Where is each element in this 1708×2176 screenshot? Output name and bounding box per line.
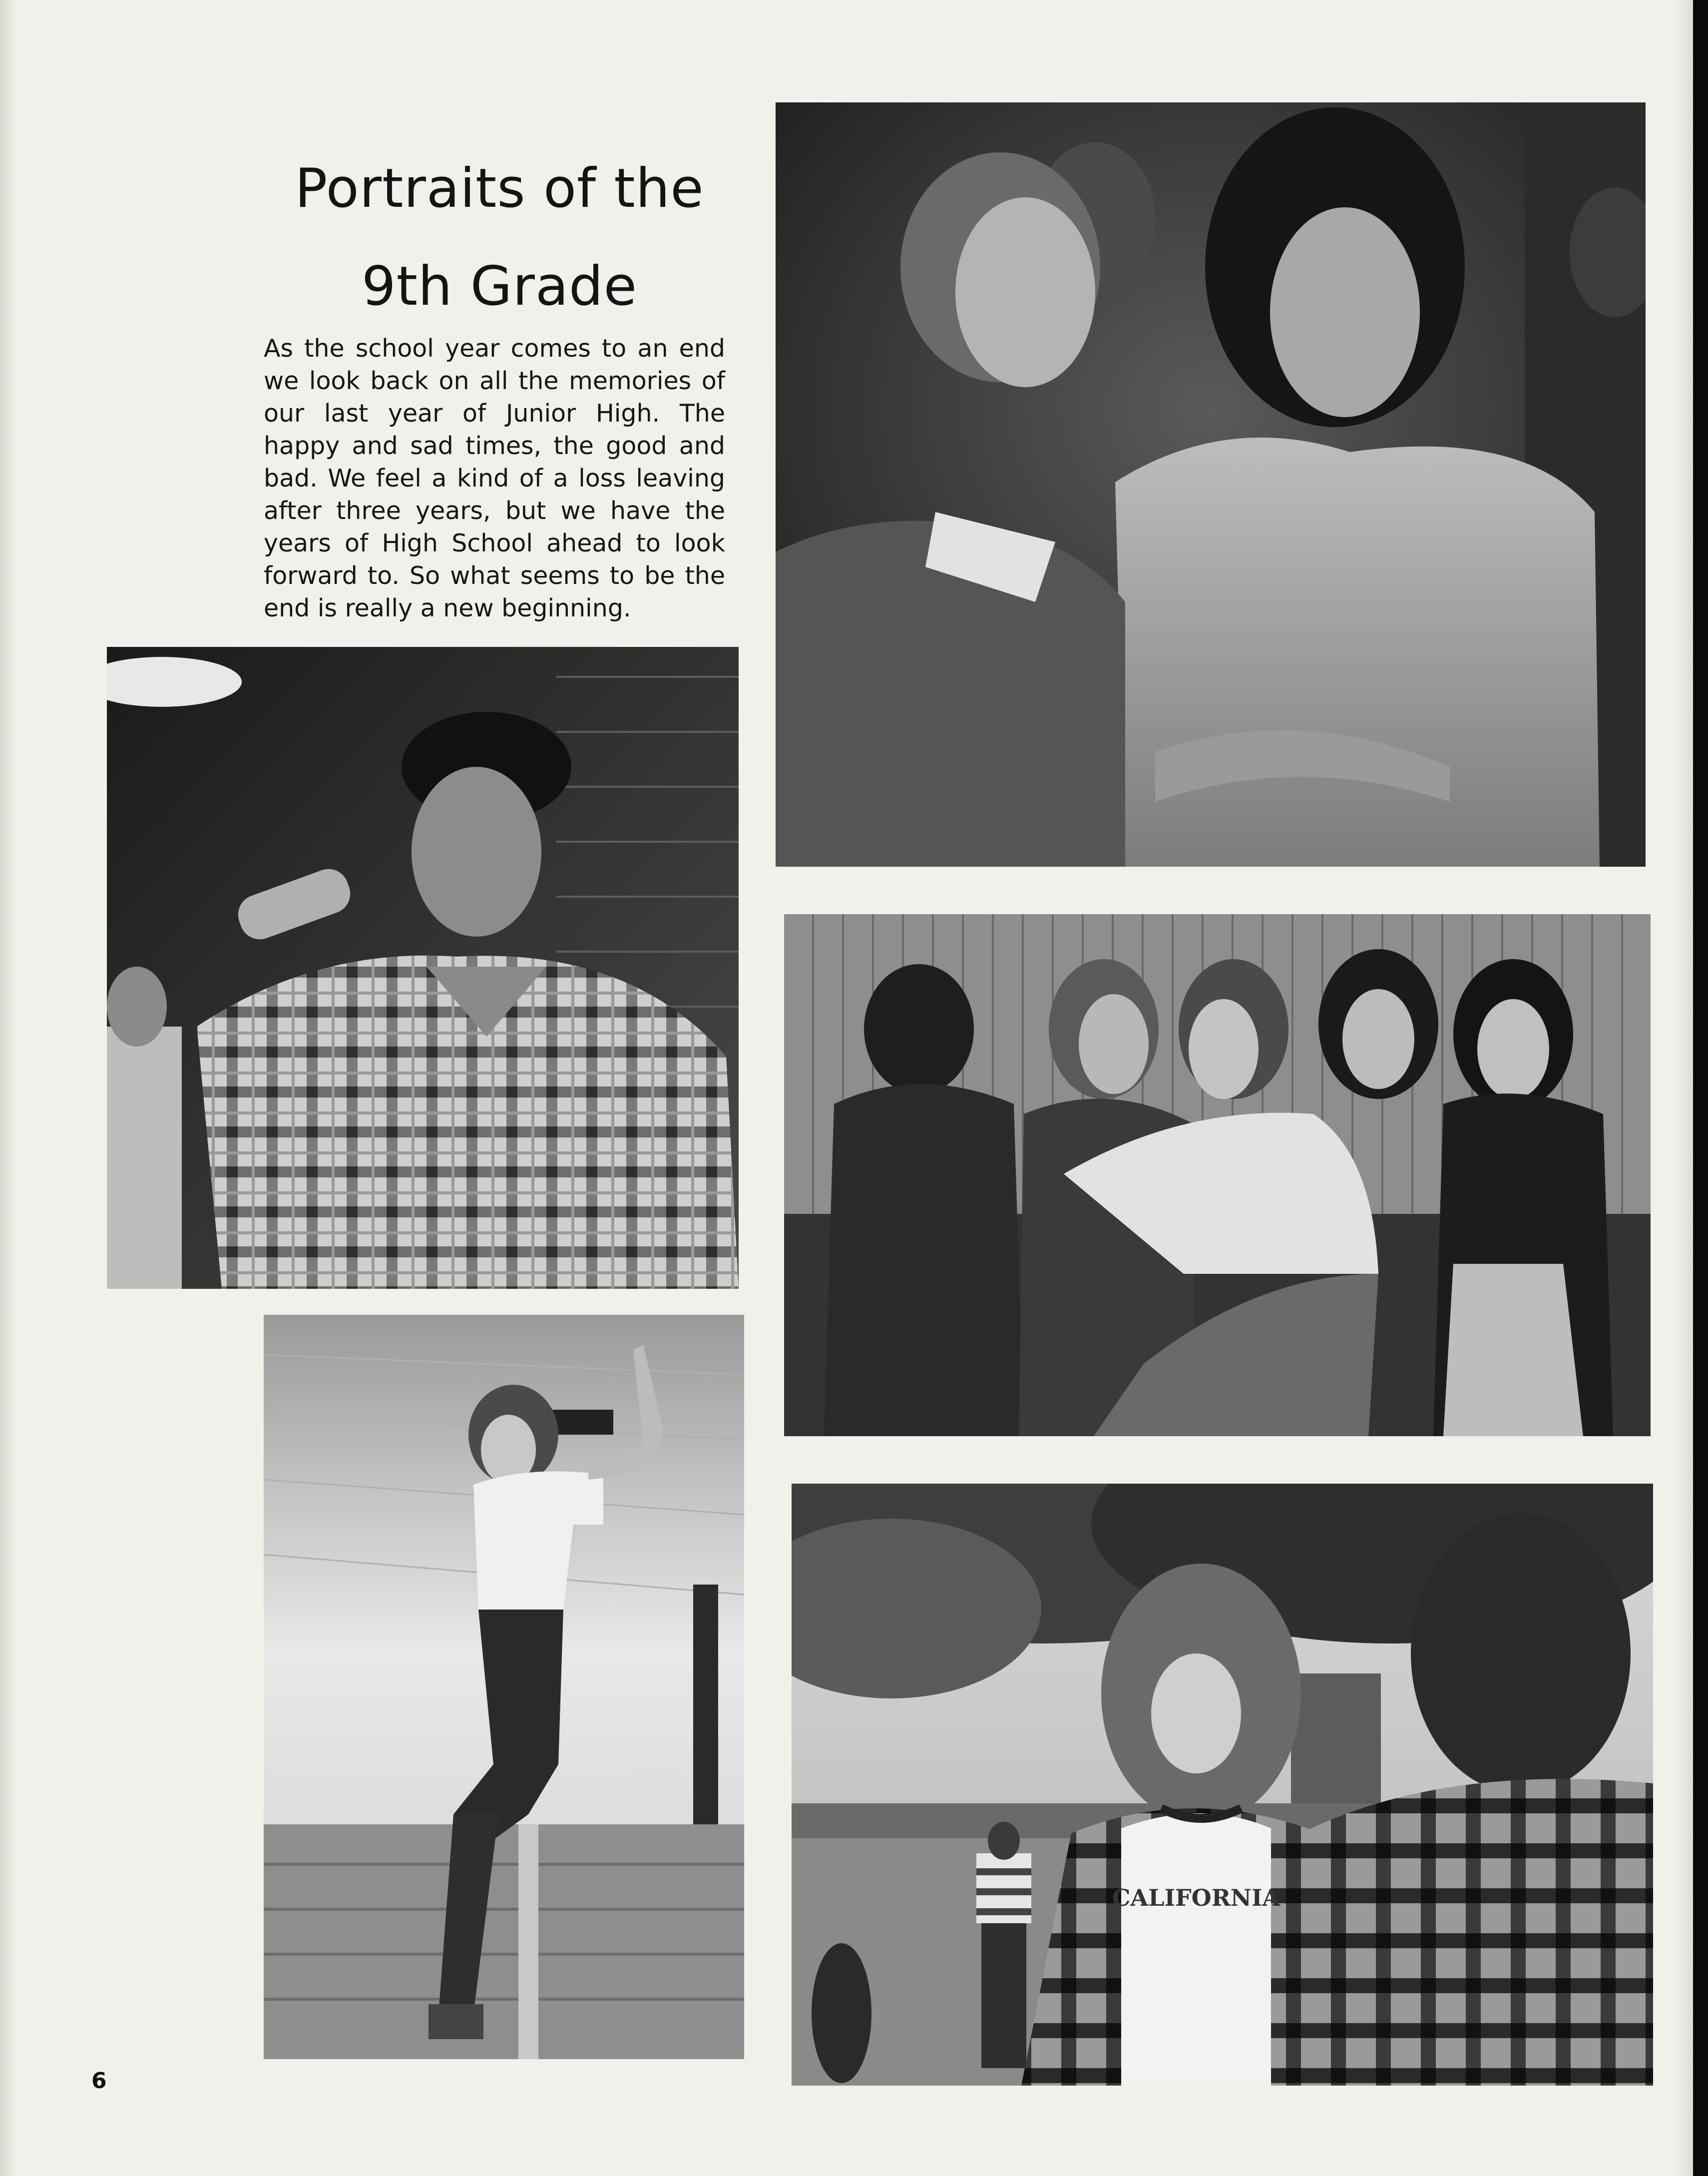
photo-girls-outdoors: [792, 1484, 1653, 2086]
photo-group-of-girls-image: [784, 914, 1651, 1436]
page-number: 6: [91, 2068, 107, 2094]
page-title: [260, 140, 739, 336]
page-edge-shadow: [1673, 0, 1693, 2176]
photo-two-girls-image: [776, 102, 1646, 867]
photo-girl-jumping-image: [264, 1315, 744, 2059]
photo-girls-outdoors-image: [792, 1484, 1653, 2086]
page-binding: [0, 0, 15, 2176]
photo-girl-jumping: [264, 1315, 744, 2059]
title-line-2: 9th Grade: [361, 255, 638, 318]
title-line-1: Portraits of the: [295, 157, 704, 220]
photo-boy-drinking: [107, 647, 739, 1289]
photo-two-girls-talking: [776, 102, 1646, 867]
shirt-print-text: CALIFORNIA: [1112, 1884, 1281, 1911]
photo-group-of-girls: [784, 914, 1651, 1436]
intro-paragraph: As the school year comes to an end we look back on all the memories of our last year of Junior High. The happy and sad times, the good and bad. We feel a kind of a loss leaving after three years, but we have the years of High School ahead to look forward to. So what seems to be the end is really a new beginning.: [264, 334, 725, 622]
photo-boy-drinking-image: [107, 647, 739, 1289]
